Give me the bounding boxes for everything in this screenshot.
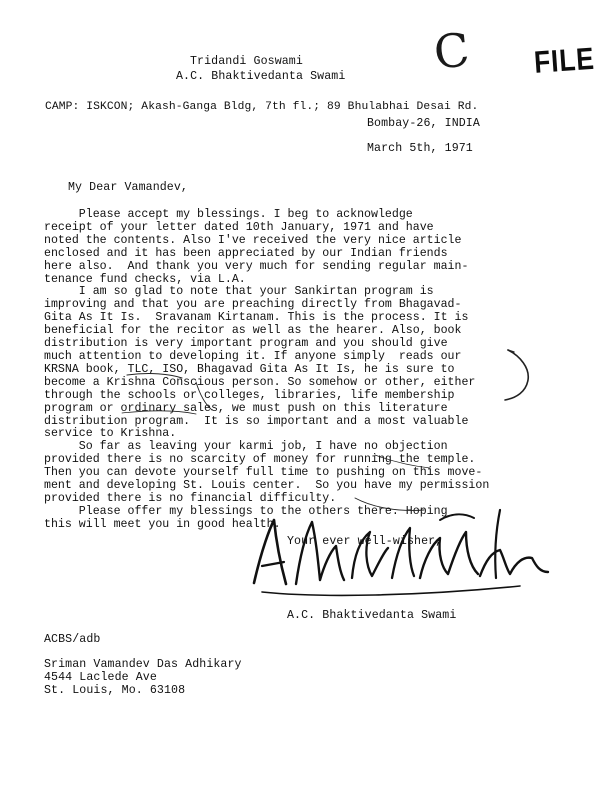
camp-address-line2: Bombay-26, INDIA bbox=[367, 117, 480, 130]
signature-name: A.C. Bhaktivedanta Swami bbox=[287, 609, 457, 622]
body-line: provided there is no scarcity of money for running the temple. bbox=[44, 453, 476, 467]
body-line: tenance fund checks, via L.A. bbox=[44, 272, 246, 286]
body-line: distribution is very important program and you should give bbox=[44, 337, 448, 351]
body-line: receipt of your letter dated 10th January, 1971 and have bbox=[44, 220, 434, 234]
recipient-city: St. Louis, Mo. 63108 bbox=[44, 684, 186, 697]
body-line: much attention to developing it. If anyone simply reads our bbox=[44, 349, 462, 363]
body-line: Please offer my blessings to the others there. Hoping bbox=[44, 504, 448, 518]
body-line: beneficial for the recitor as well as the hearer. Also, book bbox=[44, 324, 462, 338]
salutation: My Dear Vamandev, bbox=[68, 181, 188, 194]
body-line: through the schools or colleges, libraries, life membership bbox=[44, 388, 455, 402]
recipient-name: Sriman Vamandev Das Adhikary bbox=[44, 658, 242, 671]
letterhead-name: A.C. Bhaktivedanta Swami bbox=[176, 70, 346, 83]
body-line: Please accept my blessings. I beg to acknowledge bbox=[44, 208, 413, 221]
body-line: distribution program. It is so important and a most valuable bbox=[44, 414, 469, 428]
body-line: provided there is no financial difficulty. bbox=[44, 491, 337, 505]
body-line: Then you can devote yourself full time to pushing on this move- bbox=[44, 466, 483, 480]
closing-line: Your ever well-wisher, bbox=[287, 535, 443, 548]
body-line: So far as leaving your karmi job, I have no objection bbox=[44, 440, 448, 454]
body-line: enclosed and it has been appreciated by our Indian friends bbox=[44, 246, 448, 260]
body-line: I am so glad to note that your Sankirtan program is bbox=[44, 285, 434, 299]
typist-initials: ACBS/adb bbox=[44, 633, 101, 646]
body-line: improving and that you are preaching directly from Bhagavad- bbox=[44, 298, 462, 312]
body-line: become a Krishna Conscious person. So somehow or other, either bbox=[44, 375, 476, 389]
body-line: program or ordinary sales, we must push on this literature bbox=[44, 401, 448, 415]
camp-address-line1: CAMP: ISKCON; Akash-Ganga Bldg, 7th fl.; 89 Bhulabhai Desai Rd. bbox=[45, 101, 479, 113]
handwritten-c-mark: C bbox=[431, 22, 472, 80]
letter-date: March 5th, 1971 bbox=[367, 142, 473, 155]
file-stamp: FILE bbox=[532, 40, 596, 80]
body-line: Gita As It Is. Sravanam Kirtanam. This is the process. It is bbox=[44, 311, 469, 325]
body-line: ment and developing St. Louis center. So you have my permission bbox=[44, 479, 490, 493]
body-line: this will meet you in good health. bbox=[44, 517, 281, 531]
body-line: service to Krishna. bbox=[44, 427, 177, 441]
body-line: KRSNA book, TLC, ISO, Bhagavad Gita As It Is, he is sure to bbox=[44, 362, 455, 376]
body-line: here also. And thank you very much for sending regular main- bbox=[44, 259, 469, 273]
letterhead-title: Tridandi Goswami bbox=[190, 55, 303, 68]
body-line: noted the contents. Also I've received the very nice article bbox=[44, 233, 462, 247]
recipient-street: 4544 Laclede Ave bbox=[44, 671, 157, 684]
